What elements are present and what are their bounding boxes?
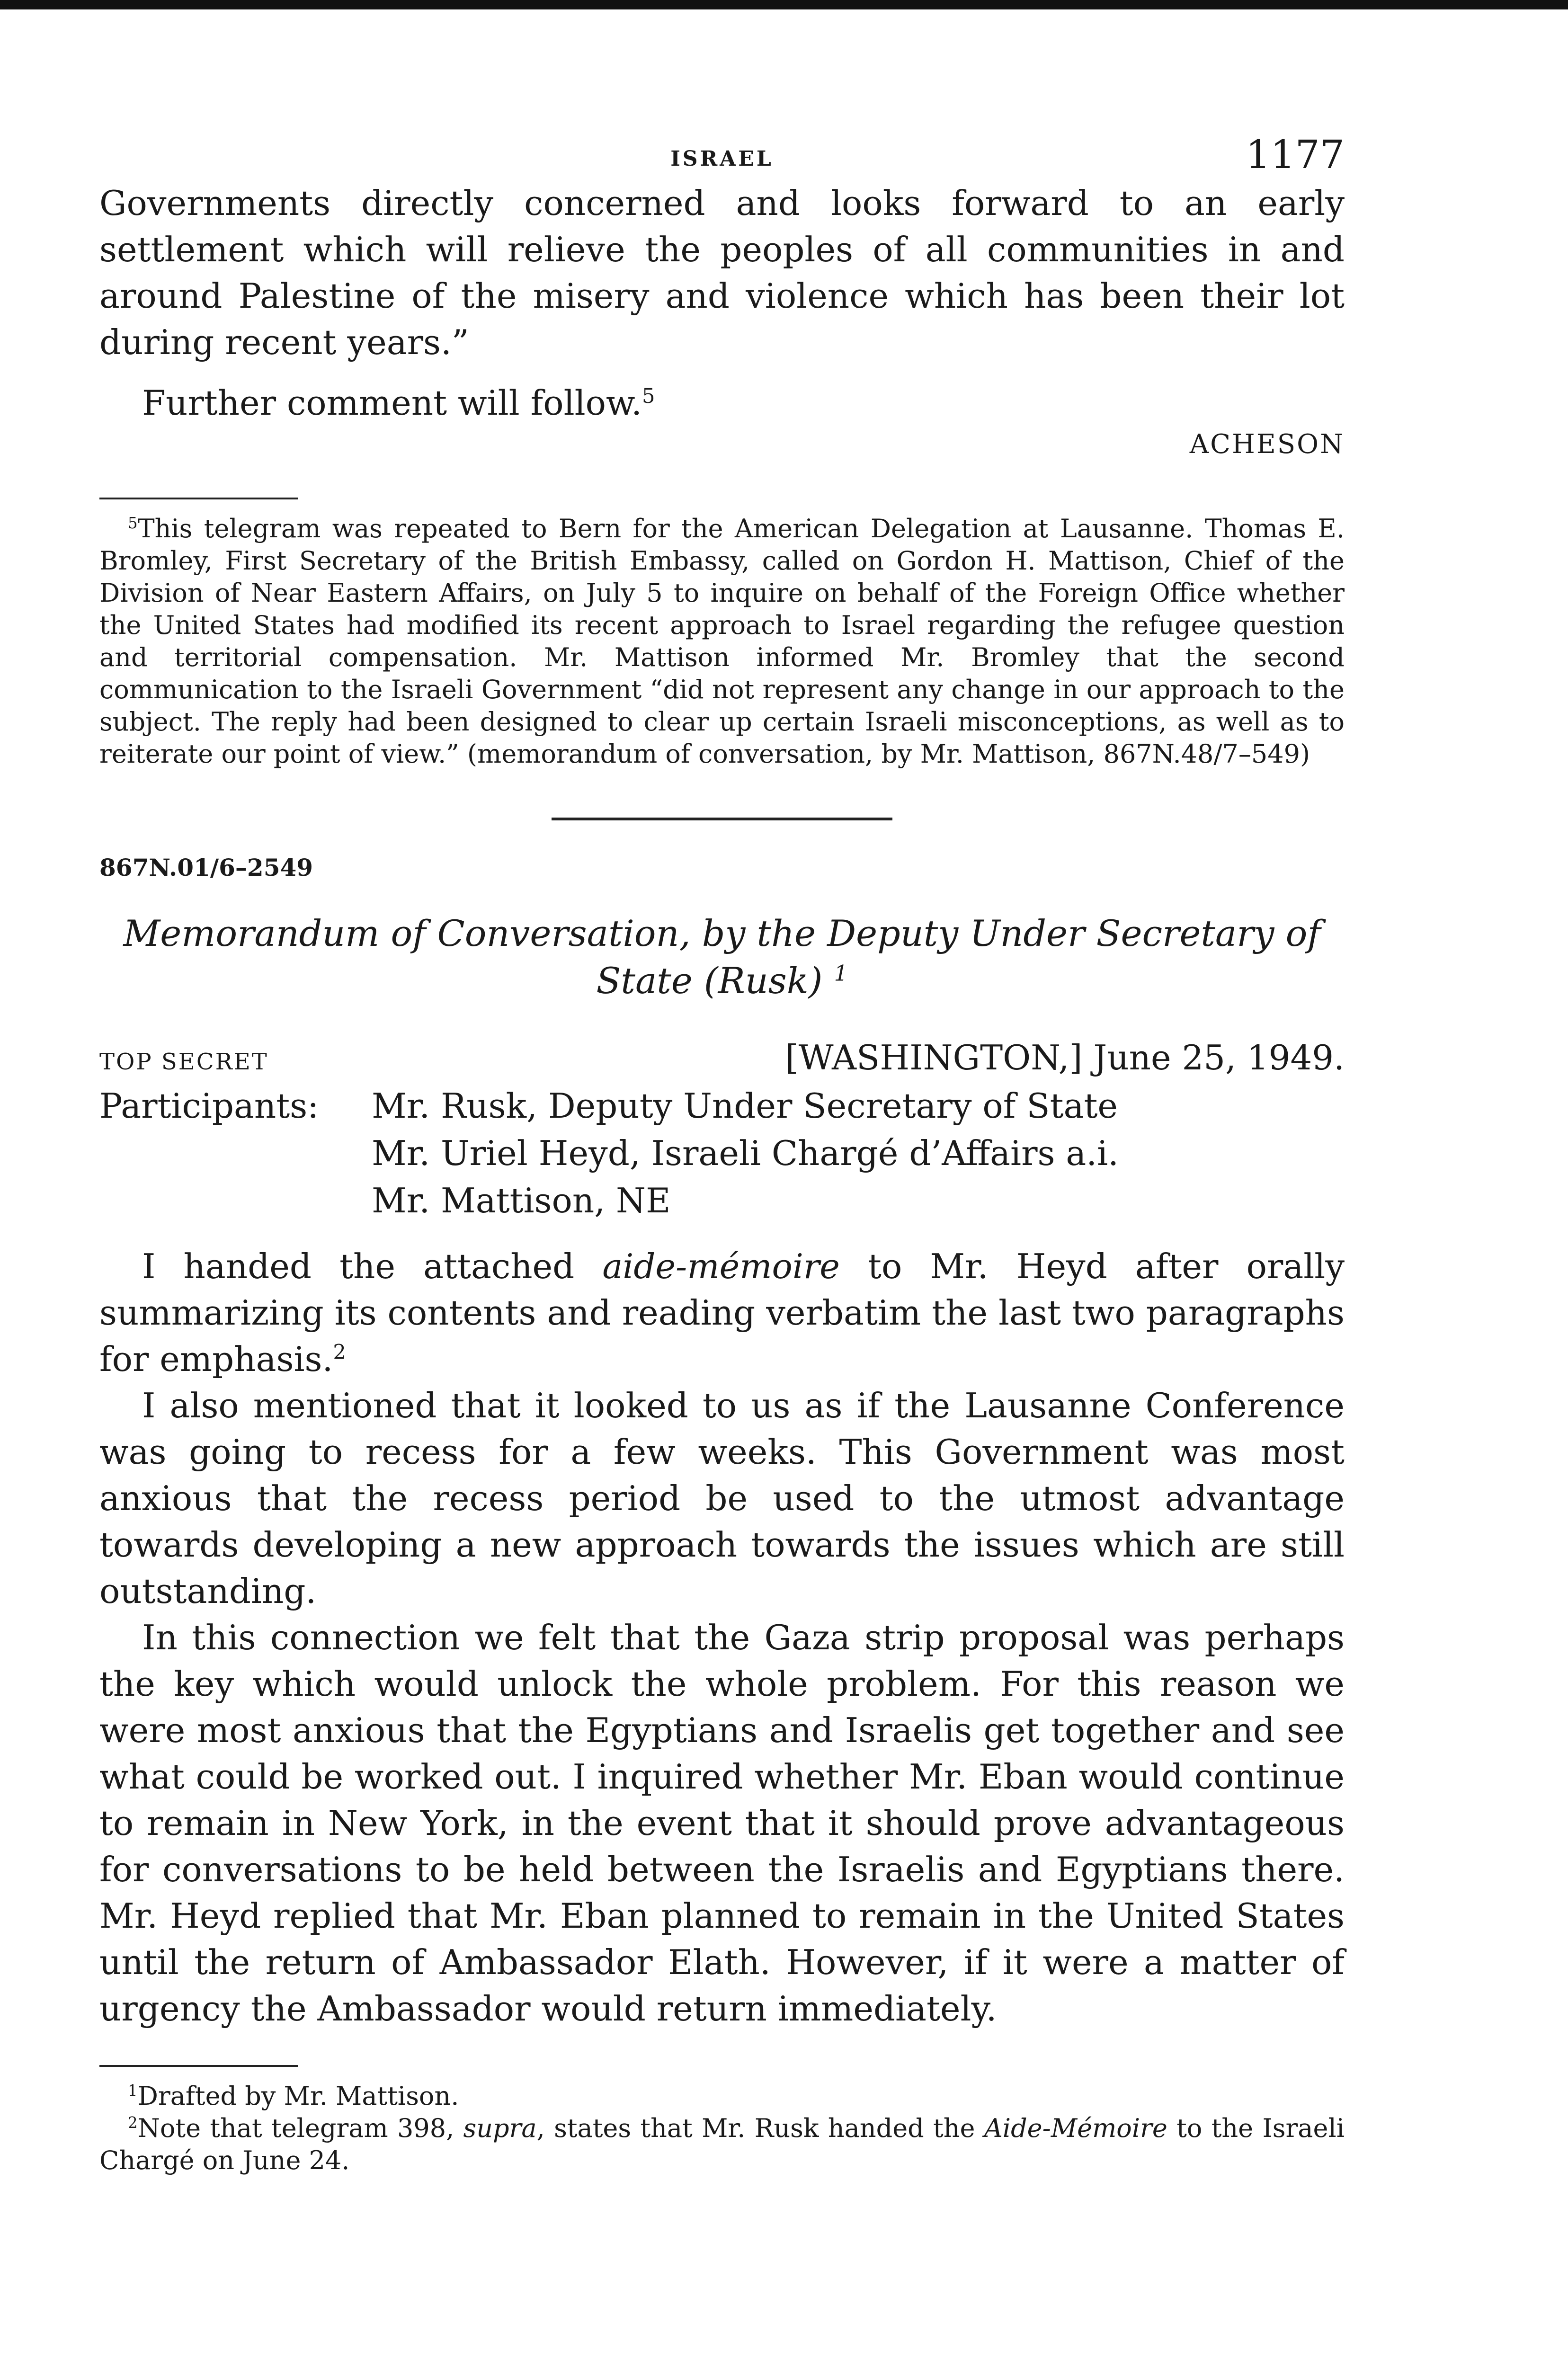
meta-row xyxy=(99,1038,1345,1077)
signature: ACHESON xyxy=(1189,429,1345,460)
page-number: 1177 xyxy=(1246,133,1345,178)
further-comment-text: Further comment will follow. xyxy=(142,383,642,423)
memo-title xyxy=(99,910,1345,1005)
footnote-ref-2: 2 xyxy=(333,1341,346,1364)
footnote-5 xyxy=(99,513,1345,770)
participants-label: Participants: xyxy=(99,1086,319,1126)
footnote-2-marker: 2 xyxy=(128,2114,138,2132)
participants xyxy=(99,1082,1345,1224)
participant: Mr. Rusk, Deputy Under Secretary of State xyxy=(372,1086,1118,1126)
body-paragraph-2: I also mentioned that it looked to us as if the Lausanne Conference was going to recess for a few weeks. This Government was most anxious that the recess period be used to the utmost advantage towards developing a new approach towards the issues which are still outstanding. xyxy=(99,1386,1345,1611)
classification: TOP SECRET xyxy=(99,1049,268,1075)
participant: Mr. Mattison, NE xyxy=(372,1181,671,1220)
aide-memoire-term: aide-mémoire xyxy=(602,1246,840,1286)
footnote-ref-5: 5 xyxy=(641,384,655,408)
dateline: [WASHINGTON,] June 25, 1949. xyxy=(785,1038,1345,1077)
continuation-paragraph: Governments directly concerned and looks forward to an early settlement which will relieve the peoples of all communities in and around Palestine of the misery and violence which has been their lot during recent years.” xyxy=(99,183,1345,362)
footnote-rule-bottom xyxy=(99,2065,298,2067)
running-head xyxy=(99,128,1345,180)
body-paragraph-3: In this connection we felt that the Gaza strip proposal was perhaps the key which would unlock the whole problem. For this reason we were most anxious that the Egyptians and Israelis get together and see what could be worked out. I inquired whether Mr. Eban would continue to remain in New York, in the event that it should prove advantageous for conversations to be held between the Israelis and Egyptians there. Mr. Heyd replied that Mr. Eban planned to remain in the United States until the return of Ambassador Elath. However, if it were a matter of urgency the Ambassador would return immediately. xyxy=(99,1618,1345,2029)
memo-title-text: Memorandum of Conversation, by the Deputy Under Secretary of State (Rusk) xyxy=(123,912,1321,1002)
footnote-2: $^2$Note that telegram 398, supra, states that Mr. Rusk handed the Aide-Mémoire to the Israeli Chargé on June 24. xyxy=(99,2113,1345,2175)
document-divider xyxy=(552,818,892,820)
footnote-1-text: Drafted by Mr. Mattison. xyxy=(137,2081,459,2111)
footnote-5-marker: 5 xyxy=(128,514,138,532)
running-title: ISRAEL xyxy=(670,147,774,171)
footnote-ref-1: 1 xyxy=(834,961,848,986)
file-number: 867N.01/6–2549 xyxy=(99,854,313,881)
top-border xyxy=(0,0,1568,9)
footnote-rule xyxy=(99,498,298,499)
footnote-1-marker: 1 xyxy=(128,2082,138,2100)
document-page xyxy=(99,128,1345,2177)
footnote-1 xyxy=(99,2080,1345,2112)
footnote-5-text: This telegram was repeated to Bern for the American Delegation at Lausanne. Thomas E. Bromley, First Secretary of the British Embassy, called on Gordon H. Mattison, Chief of the Division of Near Eastern Affairs, on July 5 to inquire on behalf of the Foreign Office whether the United States had modified its recent approach to Israel regarding the refugee question and territorial compensation. Mr. Mattison informed Mr. Bromley that the second communication to the Israeli Government “did not represent any change in our approach to the subject. The reply had been designed to clear up certain Israeli misconceptions, as well as to reiterate our point of view.” (memorandum of conversation, by Mr. Mattison, 867N.48/7–549) xyxy=(99,514,1345,769)
participant: Mr. Uriel Heyd, Israeli Chargé d’Affairs a.i. xyxy=(372,1133,1119,1173)
further-comment xyxy=(99,380,1345,426)
body-paragraph-1: I handed the attached aide-mémoire to Mr. Heyd after orally summarizing its contents and reading verbatim the last two paragraphs for emphasis.$^2$ xyxy=(99,1246,1345,1379)
participants-list xyxy=(372,1082,1345,1224)
